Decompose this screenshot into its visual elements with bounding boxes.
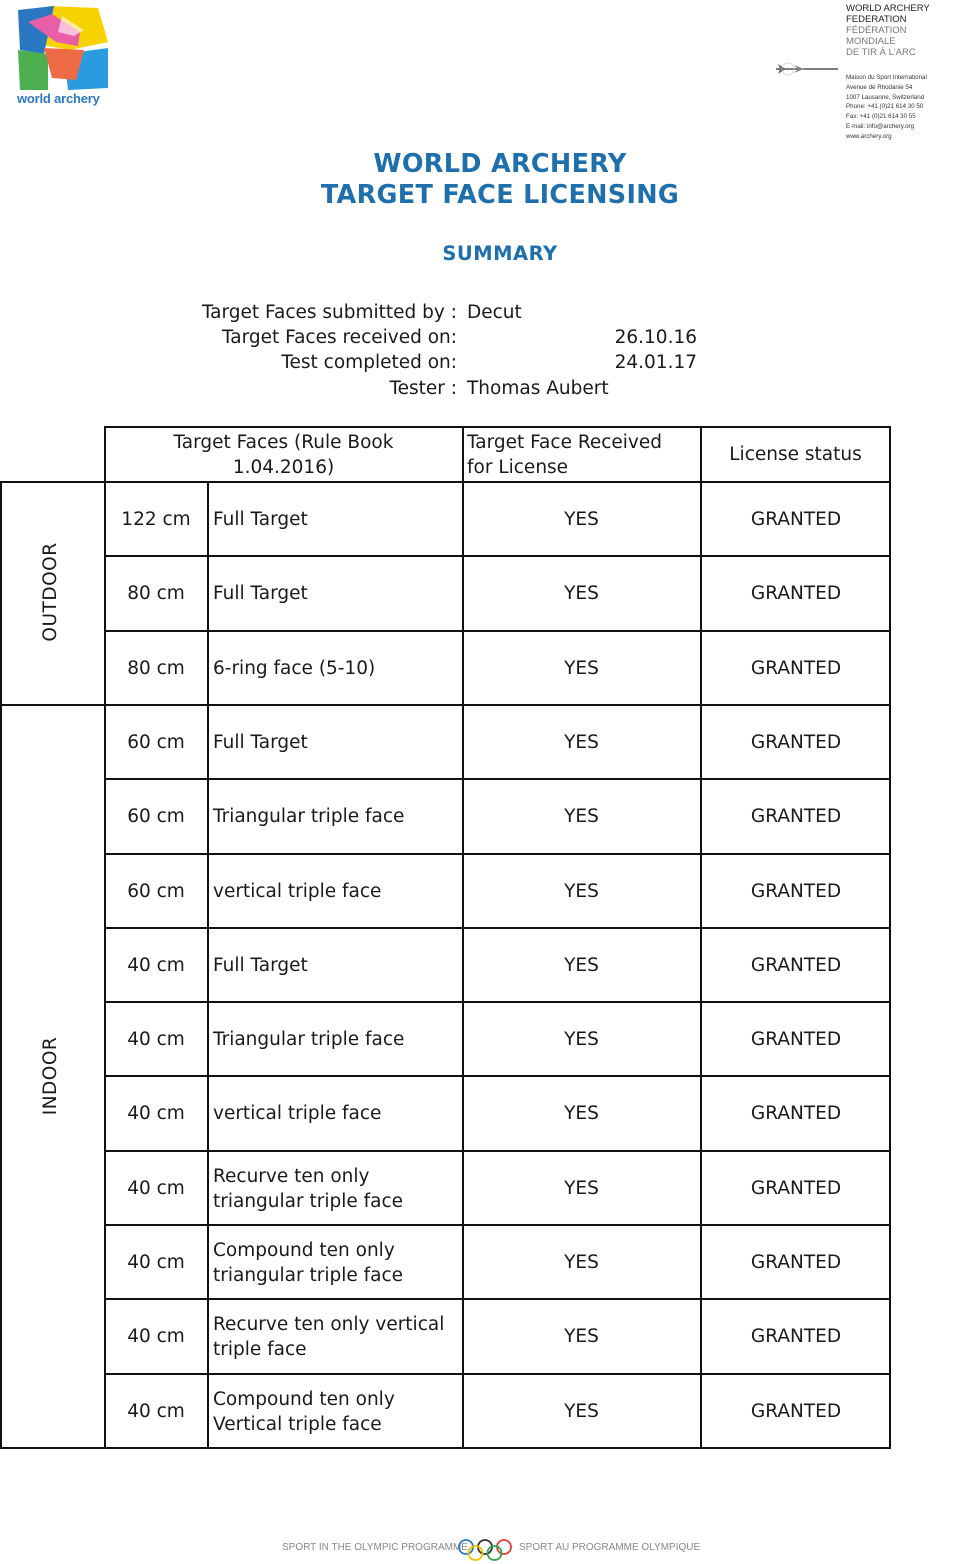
grid-line [104, 555, 891, 557]
row-target-face: Recurve ten only triangular triple face [213, 1165, 404, 1212]
row-received: YES [564, 658, 599, 679]
grid-line [104, 1001, 891, 1003]
grid-line [104, 481, 106, 1449]
row-target-face: vertical triple face [213, 881, 382, 902]
row-received: YES [564, 955, 599, 976]
completed-value: 24.01.17 [614, 352, 697, 373]
header-target-faces-text: Target Faces (Rule Book 1.04.2016) [173, 431, 394, 478]
letterhead-name-en-1: WORLD ARCHERY [846, 3, 930, 14]
grid-line [104, 1298, 891, 1300]
footer-right-text: SPORT AU PROGRAMME OLYMPIQUE [519, 1542, 701, 1553]
address-line: 1007 Lausanne, Switzerland [846, 93, 925, 101]
grid-line [889, 481, 891, 1449]
completed-label: Test completed on: [281, 352, 457, 373]
page-title-line2: TARGET FACE LICENSING [320, 180, 680, 210]
page-title-line1: WORLD ARCHERY [373, 149, 627, 179]
footer-left-text: SPORT IN THE OLYMPIC PROGRAMME [282, 1542, 468, 1553]
row-target-face: Triangular triple face [213, 806, 405, 827]
tester-value: Thomas Aubert [467, 378, 609, 399]
row-target-face: Full Target [213, 509, 308, 530]
row-received: YES [564, 732, 599, 753]
row-license-status: GRANTED [750, 1401, 842, 1422]
row-size: 40 cm [127, 1029, 185, 1050]
row-target-face: Compound ten only triangular triple face [213, 1239, 404, 1286]
row-size: 60 cm [127, 806, 185, 827]
grid-line [0, 1447, 891, 1449]
letterhead [776, 0, 960, 142]
row-target-face: Full Target [213, 955, 308, 976]
grid-line [889, 426, 891, 482]
address-line: www.archery.org [846, 132, 892, 140]
tester-label: Tester : [389, 378, 457, 399]
grid-line [104, 630, 891, 632]
grid-line [104, 1075, 891, 1077]
row-license-status: GRANTED [750, 509, 842, 530]
row-received: YES [564, 881, 599, 902]
row-license-status: GRANTED [750, 955, 842, 976]
olympic-rings-icon [456, 1538, 514, 1562]
address-line: Phone: +41 (0)21 614 30 50 [846, 103, 924, 111]
received-label: Target Faces received on: [222, 327, 457, 348]
row-size: 40 cm [127, 1103, 185, 1124]
grid-line [462, 481, 464, 1449]
row-received: YES [564, 1401, 599, 1422]
row-received: YES [564, 1252, 599, 1273]
row-target-face: vertical triple face [213, 1103, 382, 1124]
group-label-indoor: INDOOR [40, 1036, 61, 1116]
address-line: Avenue de Rhodanie 54 [846, 83, 913, 91]
row-target-face: Recurve ten only vertical triple face [213, 1313, 445, 1360]
grid-line [104, 1150, 891, 1152]
grid-line [104, 853, 891, 855]
page-subtitle: SUMMARY [442, 242, 558, 265]
row-received: YES [564, 1029, 599, 1050]
row-received: YES [564, 1326, 599, 1347]
row-target-face: Full Target [213, 583, 308, 604]
grid-line [104, 927, 891, 929]
submitted-by-value: Decut [467, 302, 522, 323]
grid-line [207, 481, 209, 1449]
row-size: 40 cm [127, 955, 185, 976]
header-license-status-text: License status [729, 444, 862, 465]
row-received: YES [564, 509, 599, 530]
row-size: 80 cm [127, 658, 185, 679]
row-size: 80 cm [127, 583, 185, 604]
row-license-status: GRANTED [750, 732, 842, 753]
row-target-face: 6-ring face (5-10) [213, 658, 376, 679]
address-line: Fax: +41 (0)21 614 30 55 [846, 113, 916, 121]
row-license-status: GRANTED [750, 1103, 842, 1124]
letterhead-address [846, 73, 927, 142]
submitted-by-label: Target Faces submitted by : [201, 302, 457, 323]
row-target-face: Full Target [213, 732, 308, 753]
grid-line [0, 481, 2, 1449]
row-target-face: Compound ten only Vertical triple face [213, 1388, 395, 1435]
row-received: YES [564, 1178, 599, 1199]
grid-line [0, 481, 891, 483]
row-received: YES [564, 806, 599, 827]
grid-line [700, 481, 702, 1449]
grid-line [104, 1224, 891, 1226]
row-license-status: GRANTED [750, 1252, 842, 1273]
arrow-icon [776, 62, 842, 76]
header-received-text: Target Face Received for License [467, 431, 662, 478]
grid-line [104, 778, 891, 780]
footer [0, 1538, 960, 1560]
letterhead-name-en-2: FEDERATION [846, 14, 907, 25]
address-line: E-mail: info@archery.org [846, 122, 915, 130]
row-size: 40 cm [127, 1252, 185, 1273]
received-value: 26.10.16 [614, 327, 697, 348]
row-size: 122 cm [121, 509, 191, 530]
grid-line [104, 1373, 891, 1375]
row-size: 60 cm [127, 881, 185, 902]
row-target-face: Triangular triple face [213, 1029, 405, 1050]
letterhead-name-fr-2: MONDIALE [846, 36, 896, 47]
header-license-status [702, 428, 889, 481]
row-license-status: GRANTED [750, 1178, 842, 1199]
row-size: 60 cm [127, 732, 185, 753]
row-size: 40 cm [127, 1178, 185, 1199]
group-label-outdoor: OUTDOOR [40, 542, 61, 642]
logo-text: world archery [17, 91, 100, 106]
row-size: 40 cm [127, 1401, 185, 1422]
row-license-status: GRANTED [750, 1326, 842, 1347]
row-license-status: GRANTED [750, 806, 842, 827]
header-target-faces [106, 428, 461, 481]
address-line: Maison du Sport International [846, 74, 927, 81]
letterhead-name-fr-1: FÉDÉRATION [846, 25, 907, 36]
grid-line [462, 426, 464, 482]
row-size: 40 cm [127, 1326, 185, 1347]
grid-line [104, 426, 106, 482]
row-received: YES [564, 1103, 599, 1124]
grid-line [104, 426, 891, 428]
row-license-status: GRANTED [750, 1029, 842, 1050]
header-received [467, 428, 699, 481]
row-license-status: GRANTED [750, 658, 842, 679]
grid-line [0, 704, 891, 706]
letterhead-name-fr-3: DE TIR À L'ARC [846, 47, 916, 58]
row-received: YES [564, 583, 599, 604]
grid-line [700, 426, 702, 482]
row-license-status: GRANTED [750, 583, 842, 604]
row-license-status: GRANTED [750, 881, 842, 902]
